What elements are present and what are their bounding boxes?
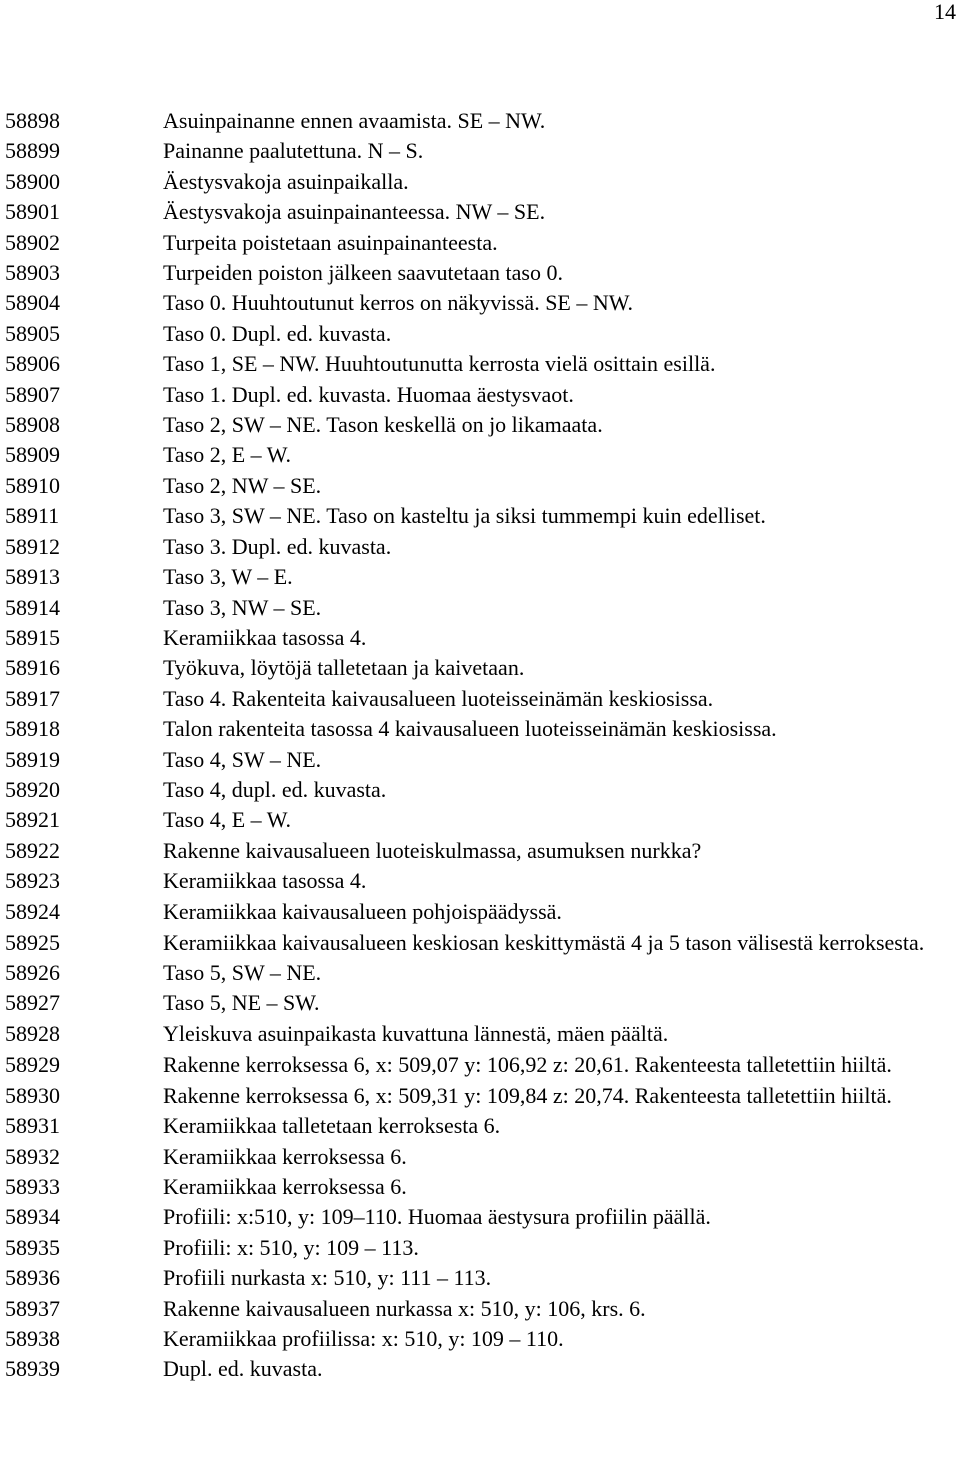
photo-number: 58904 bbox=[5, 290, 60, 316]
photo-description: Keramiikkaa kaivausalueen pohjoispäädyssä. bbox=[163, 898, 562, 924]
list-item bbox=[5, 1111, 955, 1141]
photo-number: 58939 bbox=[5, 1356, 60, 1382]
photo-number: 58911 bbox=[5, 503, 60, 529]
list-item bbox=[5, 1172, 955, 1202]
list-item bbox=[5, 623, 955, 653]
list-item bbox=[5, 319, 955, 349]
photo-number: 58925 bbox=[5, 929, 60, 955]
photo-description: Rakenne kerroksessa 6, x: 509,31 y: 109,84 z: 20,74. Rakenteesta talletettiin hiiltä. bbox=[163, 1083, 892, 1109]
page-number: 14 bbox=[934, 0, 956, 24]
photo-description: Taso 1, SE – NW. Huuhtoutunutta kerrosta vielä osittain esillä. bbox=[163, 351, 716, 377]
photo-description: Äestysvakoja asuinpainanteessa. NW – SE. bbox=[163, 199, 546, 225]
list-item bbox=[5, 288, 955, 318]
list-item bbox=[5, 1049, 955, 1080]
list-item bbox=[5, 714, 955, 744]
list-item bbox=[5, 532, 955, 562]
photo-description: Keramiikkaa kerroksessa 6. bbox=[163, 1174, 407, 1199]
photo-description: Asuinpainanne ennen avaamista. SE – NW. bbox=[163, 108, 546, 133]
photo-number: 58931 bbox=[5, 1113, 60, 1139]
list-item bbox=[5, 1019, 955, 1049]
photo-number: 58907 bbox=[5, 381, 60, 407]
list-item bbox=[5, 1080, 955, 1111]
photo-number: 58922 bbox=[5, 837, 60, 863]
photo-number: 58933 bbox=[5, 1174, 60, 1199]
list-item bbox=[5, 440, 955, 470]
photo-number: 58913 bbox=[5, 564, 60, 590]
photo-description: Äestysvakoja asuinpaikalla. bbox=[163, 168, 409, 194]
photo-description: Turpeita poistetaan asuinpainanteesta. bbox=[163, 229, 498, 255]
photo-description: Keramiikkaa talletetaan kerroksesta 6. bbox=[163, 1113, 501, 1139]
list-item bbox=[5, 1324, 955, 1354]
photo-description: Profiili: x: 510, y: 109 – 113. bbox=[163, 1234, 419, 1260]
photo-number: 58914 bbox=[5, 594, 60, 620]
photo-description: Keramiikkaa kaivausalueen keskiosan keskittymästä 4 ja 5 tason välisestä kerroksesta. bbox=[163, 929, 925, 955]
photo-description: Taso 4, dupl. ed. kuvasta. bbox=[163, 776, 387, 802]
photo-description: Taso 0. Huuhtoutunut kerros on näkyvissä. SE – NW. bbox=[163, 290, 634, 316]
photo-number: 58920 bbox=[5, 776, 60, 802]
photo-number: 58929 bbox=[5, 1052, 60, 1078]
photo-number: 58900 bbox=[5, 168, 60, 194]
list-item bbox=[5, 1202, 955, 1232]
photo-number: 58912 bbox=[5, 533, 60, 559]
photo-description: Taso 4. Rakenteita kaivausalueen luoteisseinämän keskiosissa. bbox=[163, 685, 714, 711]
photo-number: 58899 bbox=[5, 138, 60, 164]
photo-number: 58898 bbox=[5, 108, 60, 133]
photo-description: Taso 2, NW – SE. bbox=[163, 472, 322, 498]
photo-description: Taso 5, NE – SW. bbox=[163, 990, 320, 1016]
photo-description: Taso 5, SW – NE. bbox=[163, 959, 322, 985]
photo-number: 58934 bbox=[5, 1204, 60, 1230]
photo-description: Rakenne kaivausalueen luoteiskulmassa, asumuksen nurkka? bbox=[163, 837, 702, 863]
photo-number: 58919 bbox=[5, 746, 60, 772]
list-item bbox=[5, 653, 955, 683]
photo-description: Yleiskuva asuinpaikasta kuvattuna lännestä, mäen päältä. bbox=[163, 1020, 669, 1046]
list-item bbox=[5, 866, 955, 896]
photo-number: 58938 bbox=[5, 1326, 60, 1352]
list-item bbox=[5, 775, 955, 805]
photo-number: 58926 bbox=[5, 959, 60, 985]
list-item bbox=[5, 136, 955, 166]
photo-description: Taso 4, SW – NE. bbox=[163, 746, 322, 772]
list-item bbox=[5, 593, 955, 623]
photo-description: Taso 2, SW – NE. Tason keskellä on jo likamaata. bbox=[163, 412, 603, 438]
photo-description: Keramiikkaa tasossa 4. bbox=[163, 868, 367, 894]
list-item bbox=[5, 1354, 955, 1384]
photo-number: 58921 bbox=[5, 807, 60, 833]
list-item bbox=[5, 258, 955, 288]
list-item bbox=[5, 197, 955, 227]
photo-number: 58917 bbox=[5, 685, 60, 711]
photo-description: Työkuva, löytöjä talletetaan ja kaivetaan. bbox=[163, 655, 525, 681]
photo-number: 58901 bbox=[5, 199, 60, 225]
photo-number: 58910 bbox=[5, 472, 60, 498]
photo-number: 58916 bbox=[5, 655, 60, 681]
list-item bbox=[5, 745, 955, 775]
list-item bbox=[5, 349, 955, 379]
photo-description: Keramiikkaa profiilissa: x: 510, y: 109 – 110. bbox=[163, 1326, 564, 1352]
list-item bbox=[5, 958, 955, 988]
photo-description: Taso 3. Dupl. ed. kuvasta. bbox=[163, 533, 392, 559]
photo-number: 58903 bbox=[5, 260, 60, 286]
list-item bbox=[5, 1263, 955, 1293]
list-item bbox=[5, 501, 955, 531]
list-item bbox=[5, 836, 955, 866]
photo-number: 58908 bbox=[5, 412, 60, 438]
photo-number: 58909 bbox=[5, 442, 60, 468]
photo-description: Taso 4, E – W. bbox=[163, 807, 292, 833]
list-item bbox=[5, 927, 955, 958]
photo-description: Profiili: x:510, y: 109–110. Huomaa äestysura profiilin päällä. bbox=[163, 1204, 711, 1230]
photo-description: Taso 3, SW – NE. Taso on kasteltu ja siksi tummempi kuin edelliset. bbox=[163, 503, 766, 529]
photo-number: 58928 bbox=[5, 1020, 60, 1046]
photo-description: Talon rakenteita tasossa 4 kaivausalueen luoteisseinämän keskiosissa. bbox=[163, 716, 777, 742]
photo-description: Painanne paalutettuna. N – S. bbox=[163, 138, 424, 164]
list-item bbox=[5, 106, 955, 136]
photo-description: Turpeiden poiston jälkeen saavutetaan taso 0. bbox=[163, 260, 563, 286]
list-item bbox=[5, 228, 955, 258]
photo-number: 58932 bbox=[5, 1143, 60, 1169]
list-item bbox=[5, 684, 955, 714]
list-item bbox=[5, 471, 955, 501]
photo-description: Taso 2, E – W. bbox=[163, 442, 292, 468]
photo-description: Rakenne kerroksessa 6, x: 509,07 y: 106,92 z: 20,61. Rakenteesta talletettiin hiiltä. bbox=[163, 1052, 892, 1078]
photo-number: 58924 bbox=[5, 898, 60, 924]
list-item bbox=[5, 897, 955, 927]
photo-description: Dupl. ed. kuvasta. bbox=[163, 1356, 323, 1382]
list-item bbox=[5, 988, 955, 1018]
photo-description: Rakenne kaivausalueen nurkassa x: 510, y: 106, krs. 6. bbox=[163, 1295, 646, 1321]
photo-number: 58927 bbox=[5, 990, 60, 1016]
list-item bbox=[5, 167, 955, 197]
photo-number: 58902 bbox=[5, 229, 60, 255]
photo-description: Keramiikkaa kerroksessa 6. bbox=[163, 1143, 407, 1169]
list-item bbox=[5, 1233, 955, 1263]
photo-description: Profiili nurkasta x: 510, y: 111 – 113. bbox=[163, 1265, 492, 1291]
photo-description: Taso 3, W – E. bbox=[163, 564, 293, 590]
photo-number: 58905 bbox=[5, 320, 60, 346]
list-item bbox=[5, 562, 955, 592]
photo-list bbox=[5, 106, 955, 1385]
photo-description: Taso 3, NW – SE. bbox=[163, 594, 322, 620]
photo-number: 58915 bbox=[5, 624, 60, 650]
photo-number: 58935 bbox=[5, 1234, 60, 1260]
photo-number: 58923 bbox=[5, 868, 60, 894]
photo-number: 58930 bbox=[5, 1083, 60, 1109]
photo-description: Taso 1. Dupl. ed. kuvasta. Huomaa äestysvaot. bbox=[163, 381, 574, 407]
list-item bbox=[5, 805, 955, 835]
photo-number: 58937 bbox=[5, 1295, 60, 1321]
photo-number: 58936 bbox=[5, 1265, 60, 1291]
photo-description: Taso 0. Dupl. ed. kuvasta. bbox=[163, 320, 392, 346]
list-item bbox=[5, 1142, 955, 1172]
photo-description: Keramiikkaa tasossa 4. bbox=[163, 624, 367, 650]
photo-number: 58906 bbox=[5, 351, 60, 377]
list-item bbox=[5, 1294, 955, 1324]
photo-number: 58918 bbox=[5, 716, 60, 742]
list-item bbox=[5, 380, 955, 410]
list-item bbox=[5, 410, 955, 440]
